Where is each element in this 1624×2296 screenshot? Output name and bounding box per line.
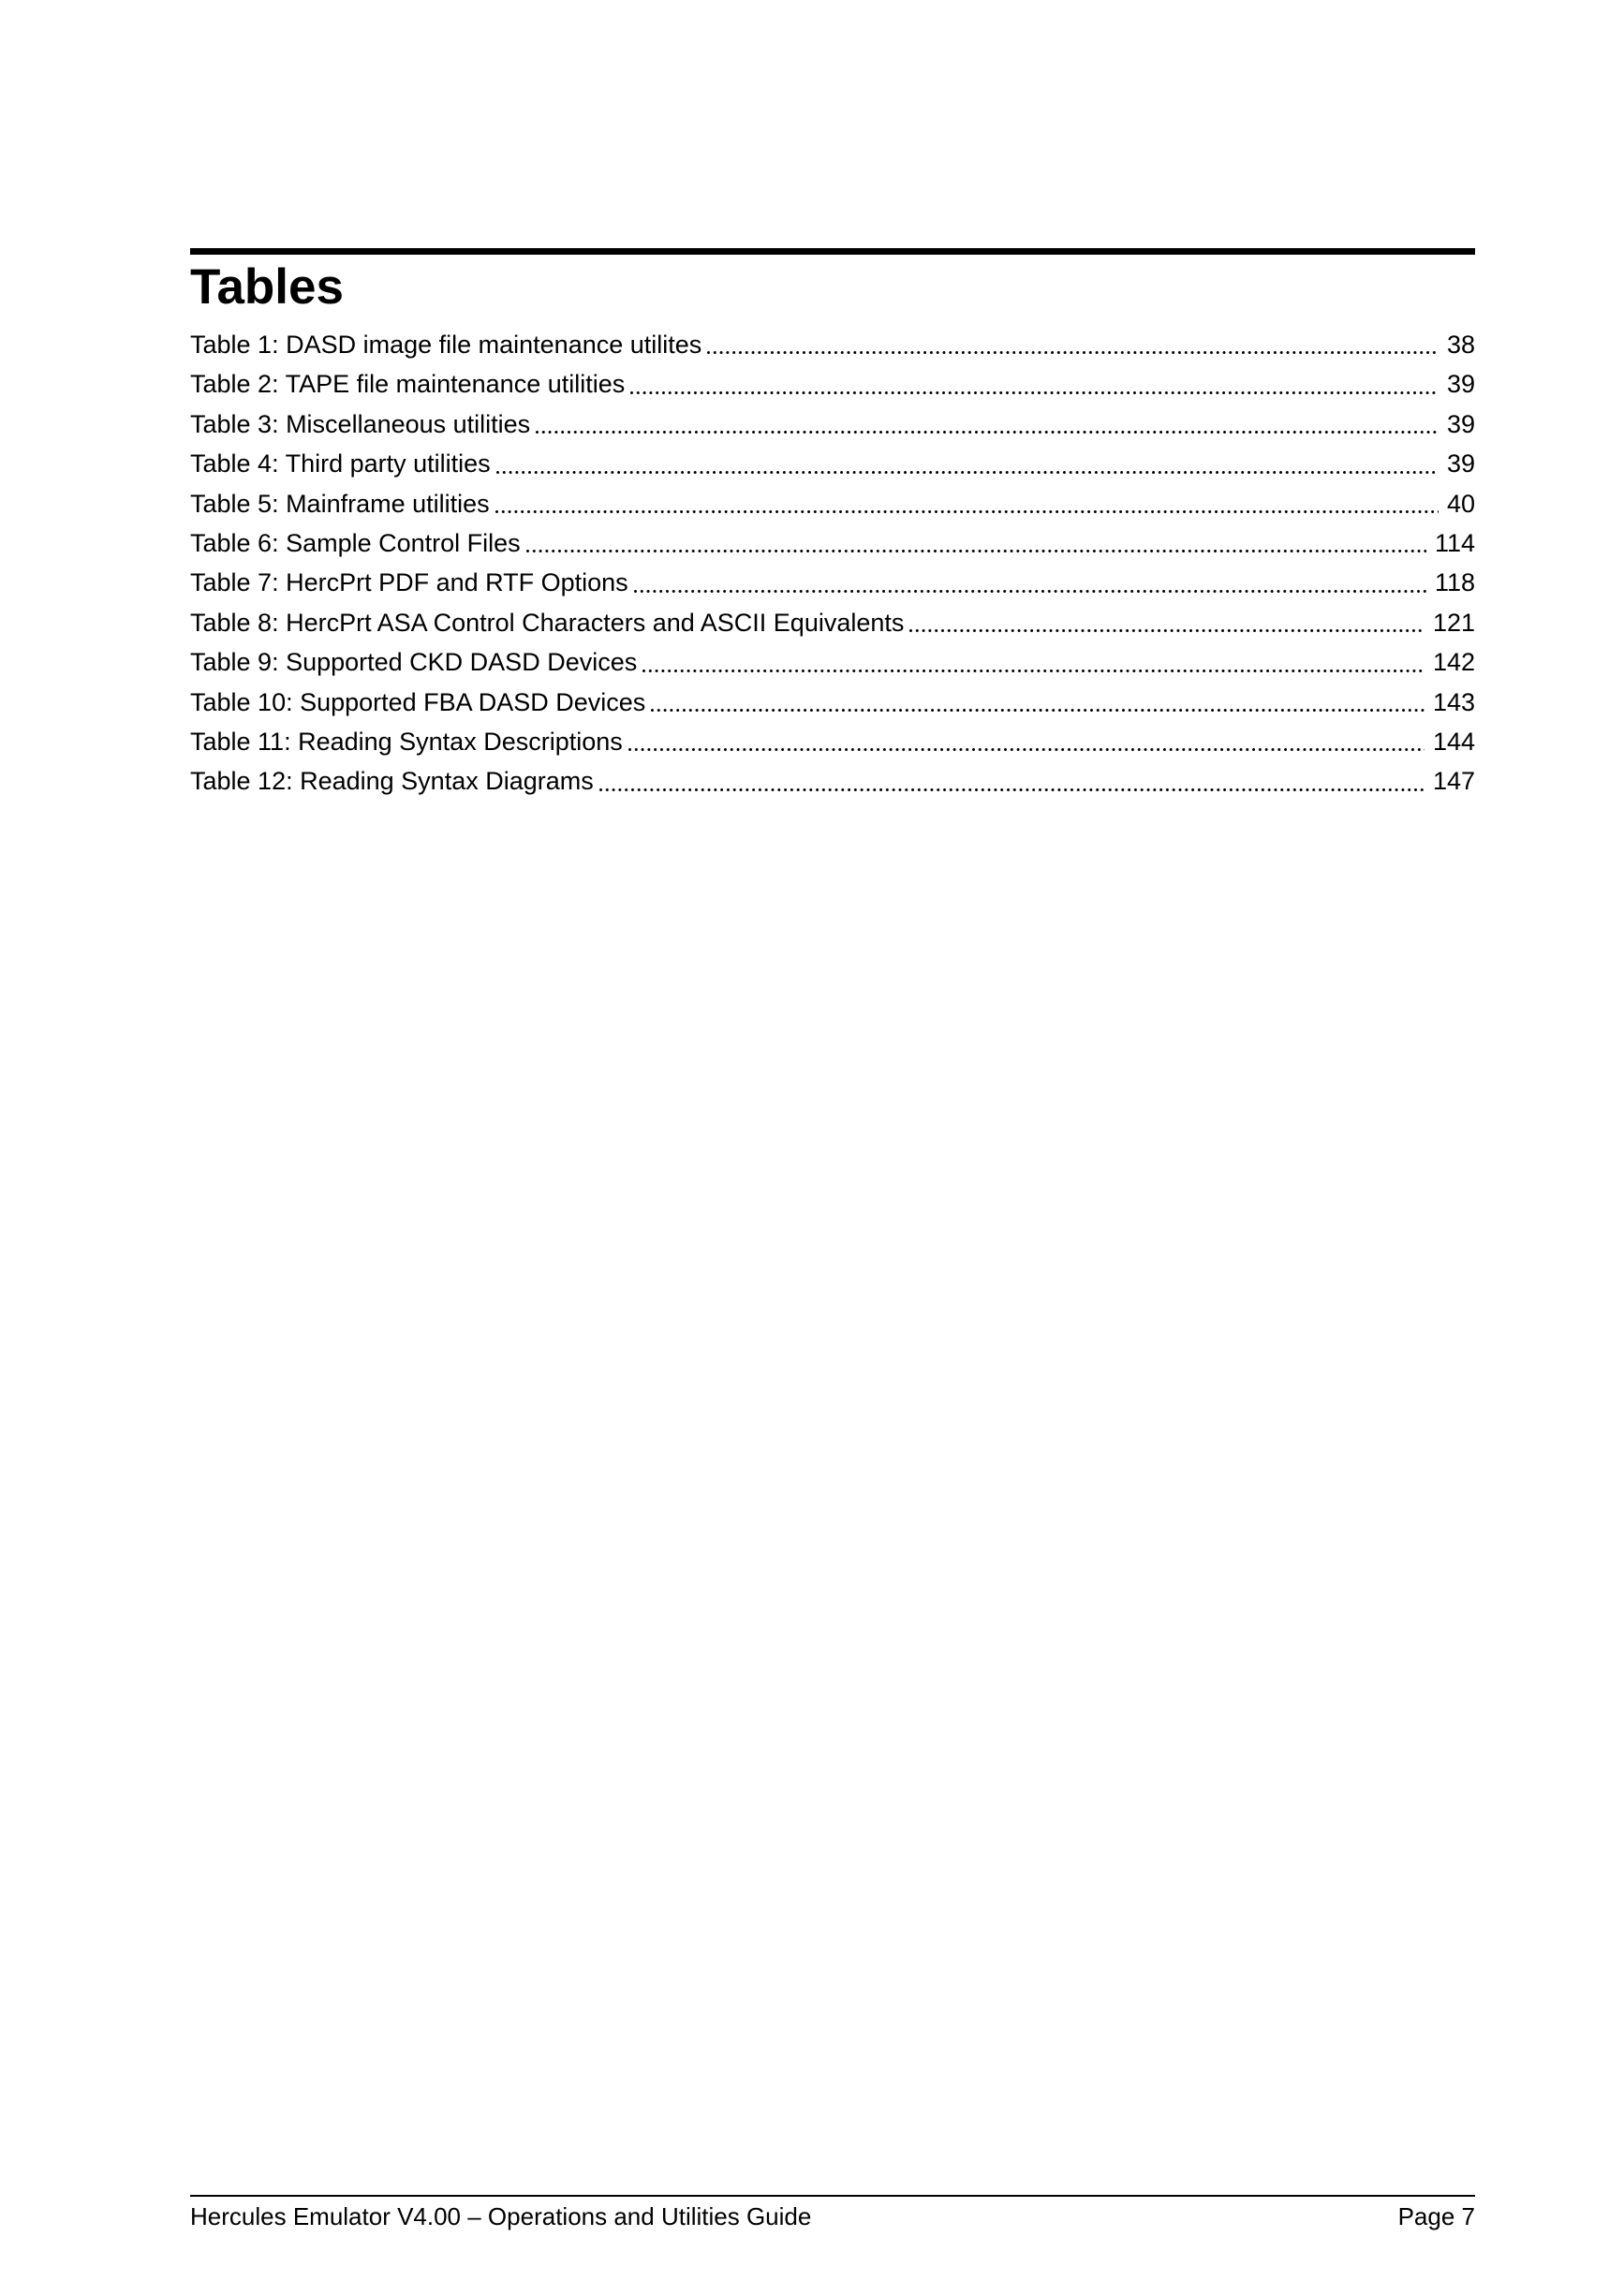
- toc-entry[interactable]: [190, 603, 1475, 642]
- toc-entry-label: Table 7: HercPrt PDF and RTF Options: [190, 568, 628, 597]
- table-of-contents: [190, 325, 1475, 802]
- dot-leader: [909, 603, 1425, 642]
- toc-entry-page: 143: [1432, 687, 1475, 716]
- heading-rule: [190, 248, 1475, 255]
- footer-rule: [190, 2195, 1475, 2197]
- toc-entry[interactable]: [190, 761, 1475, 801]
- toc-entry-label: Table 6: Sample Control Files: [190, 529, 521, 558]
- dot-leader: [707, 325, 1439, 364]
- dot-leader: [628, 722, 1425, 761]
- toc-entry-label: Table 8: HercPrt ASA Control Characters and ASCII Equivalents: [190, 608, 905, 637]
- dot-leader: [599, 761, 1425, 801]
- toc-entry-page: 147: [1432, 767, 1475, 796]
- page-content: [190, 248, 1475, 802]
- toc-entry-page: 118: [1434, 568, 1475, 597]
- toc-entry[interactable]: [190, 523, 1475, 563]
- footer-document-title: Hercules Emulator V4.00 – Operations and Utilities Guide: [190, 2202, 812, 2230]
- dot-leader: [634, 563, 1426, 602]
- toc-entry-page: 40: [1446, 489, 1475, 518]
- footer-page-number: Page 7: [1397, 2202, 1475, 2230]
- dot-leader: [536, 405, 1439, 444]
- toc-entry-label: Table 3: Miscellaneous utilities: [190, 409, 531, 438]
- dot-leader: [642, 642, 1425, 682]
- toc-entry-page: 38: [1446, 331, 1475, 359]
- toc-entry-label: Table 4: Third party utilities: [190, 449, 491, 478]
- toc-entry-label: Table 9: Supported CKD DASD Devices: [190, 648, 638, 677]
- toc-entry[interactable]: [190, 325, 1475, 364]
- toc-entry-page: 39: [1446, 409, 1475, 438]
- toc-entry[interactable]: [190, 642, 1475, 682]
- toc-entry-page: 144: [1432, 728, 1475, 757]
- toc-entry-page: 142: [1432, 648, 1475, 677]
- toc-entry-label: Table 12: Reading Syntax Diagrams: [190, 767, 594, 796]
- toc-entry-page: 39: [1446, 370, 1475, 399]
- toc-entry[interactable]: [190, 563, 1475, 602]
- toc-entry-page: 39: [1446, 449, 1475, 478]
- toc-entry[interactable]: [190, 722, 1475, 761]
- toc-entry-label: Table 11: Reading Syntax Descriptions: [190, 728, 623, 757]
- toc-entry[interactable]: [190, 364, 1475, 404]
- toc-entry[interactable]: [190, 405, 1475, 444]
- toc-entry-label: Table 10: Supported FBA DASD Devices: [190, 687, 646, 716]
- toc-entry-page: 114: [1434, 529, 1475, 558]
- dot-leader: [496, 444, 1439, 483]
- dot-leader: [651, 683, 1425, 722]
- toc-entry-label: Table 5: Mainframe utilities: [190, 489, 490, 518]
- dot-leader: [526, 523, 1426, 563]
- toc-entry[interactable]: [190, 683, 1475, 722]
- toc-entry-label: Table 2: TAPE file maintenance utilities: [190, 370, 626, 399]
- toc-entry[interactable]: [190, 444, 1475, 483]
- page-footer: [190, 2195, 1475, 2231]
- dot-leader: [495, 484, 1439, 523]
- page-title: Tables: [190, 259, 344, 315]
- toc-entry-label: Table 1: DASD image file maintenance utilites: [190, 331, 702, 359]
- dot-leader: [630, 364, 1439, 404]
- toc-entry[interactable]: [190, 484, 1475, 523]
- toc-entry-page: 121: [1432, 608, 1475, 637]
